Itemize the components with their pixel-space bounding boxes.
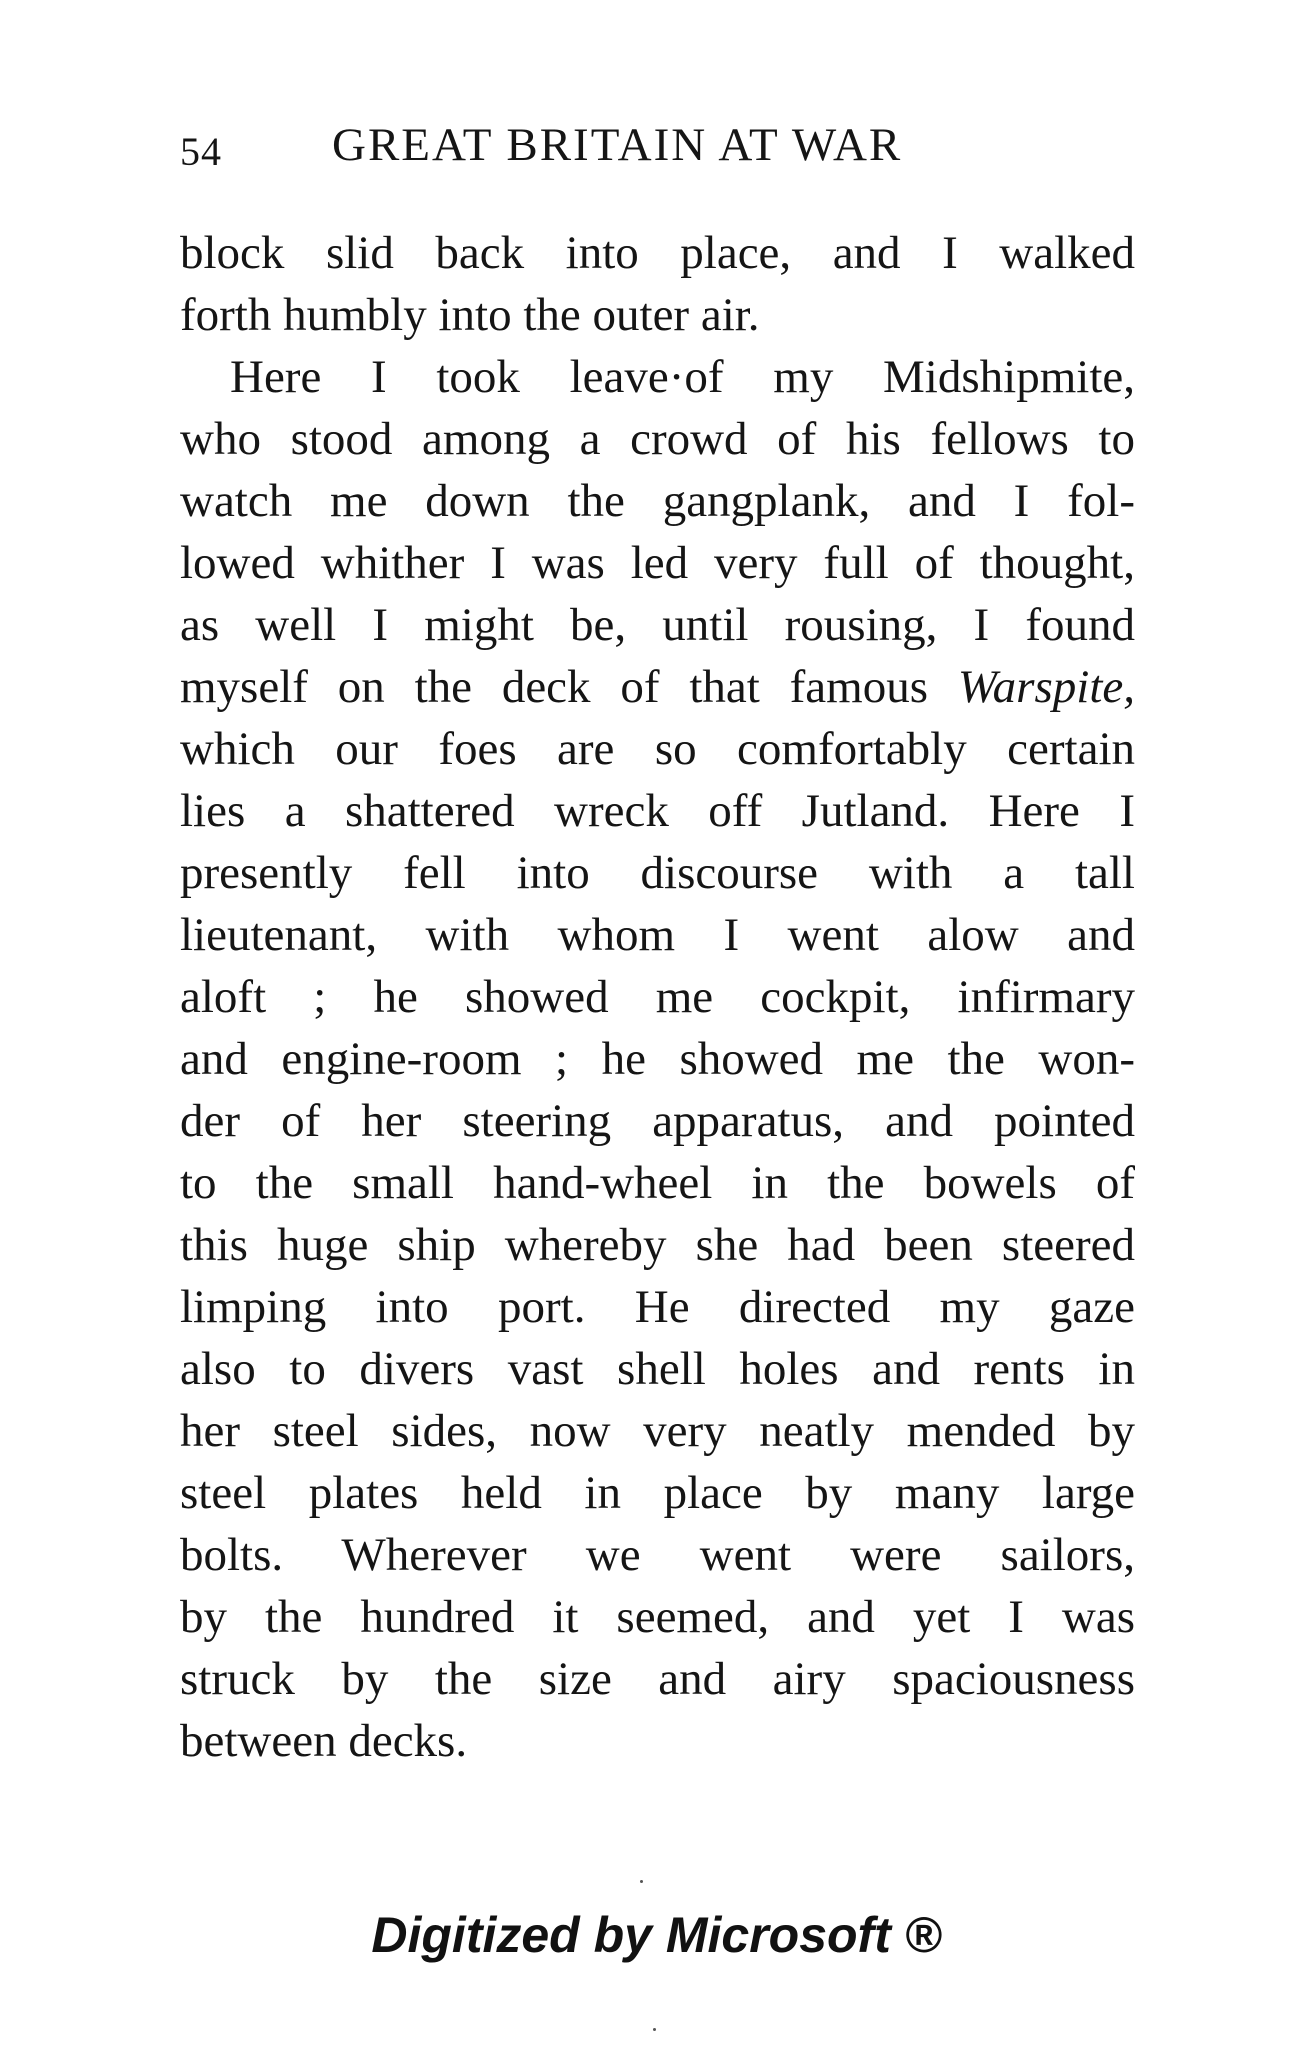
ship-name: Warspite, [957,661,1135,713]
text-line: der of her steering apparatus, and pointed [180,1095,1135,1147]
text-line: which our foes are so comfortably certain [180,723,1135,775]
text-line: lies a shattered wreck off Jutland. Here I [180,785,1135,837]
text-line: presently fell into discourse with a tall [180,847,1135,899]
text-fragment: myself on the deck of that famous [180,661,929,713]
digitization-watermark: Digitized by Microsoft ® [371,1907,942,1963]
text-line: who stood among a crowd of his fellows to [180,413,1135,465]
text-line: aloft ; he showed me cockpit, infirmary [180,971,1135,1023]
page-number: 54 [180,129,222,174]
text-line: bolts. Wherever we went were sailors, [180,1529,1135,1581]
scan-speck [640,1880,643,1883]
text-line-with-ship-name [180,656,1135,718]
text-line: block slid back into place, and I walked [180,227,1135,279]
text-line: steel plates held in place by many large [180,1467,1135,1519]
text-line: also to divers vast shell holes and rents in [180,1343,1135,1395]
text-line: by the hundred it seemed, and yet I was [180,1591,1135,1643]
scan-speck [653,2028,656,2031]
text-line: limping into port. He directed my gaze [180,1281,1135,1333]
text-line: lowed whither I was led very full of thought, [180,537,1135,589]
paragraph-start-line: Here I took leave·of my Midshipmite, [230,351,1135,403]
text-line: watch me down the gangplank, and I fol- [180,475,1135,527]
text-line: as well I might be, until rousing, I found [180,599,1135,651]
text-line: her steel sides, now very neatly mended by [180,1405,1135,1457]
text-line: lieutenant, with whom I went alow and [180,909,1135,961]
text-line: struck by the size and airy spaciousness [180,1653,1135,1705]
text-line: to the small hand-wheel in the bowels of [180,1157,1135,1209]
text-line: and engine-room ; he showed me the won- [180,1033,1135,1085]
text-line: between decks. [180,1715,468,1767]
body-text [180,222,1135,1772]
text-line: forth humbly into the outer air. [180,289,760,341]
running-title: GREAT BRITAIN AT WAR [332,119,903,171]
text-line: this huge ship whereby she had been steered [180,1219,1135,1271]
